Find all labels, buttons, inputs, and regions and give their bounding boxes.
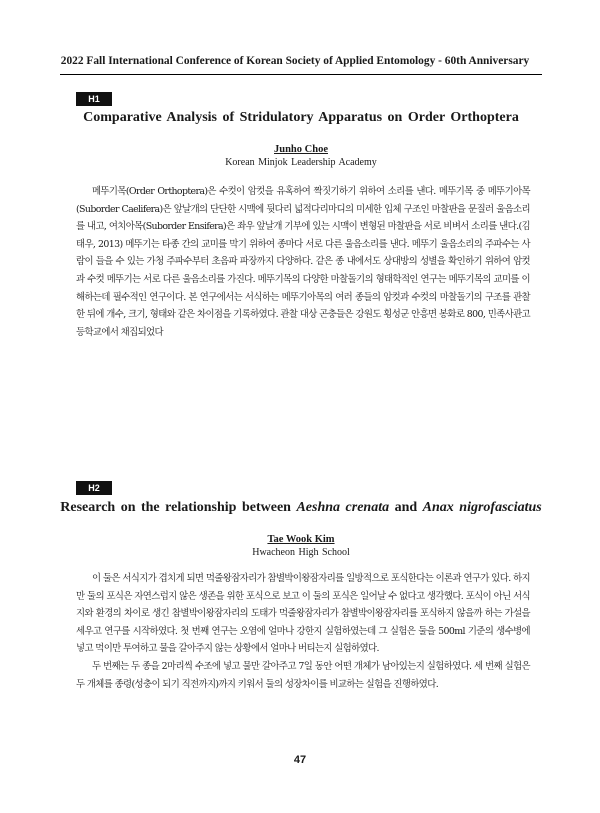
abstract-body: [76, 570, 530, 693]
abstract-paragraph: 두 번째는 두 종을 2마리씩 수조에 넣고 물만 갈아주고 7일 동안 어떤 개체가 남아있는지 실험하였다. 세 번째 실험은 두 개체를 종령(성충이 되기 직전까지)까지 키워서 둘의 성장차이를 비교하는 실험을 진행하였다.: [76, 660, 530, 690]
species-name: Aeshna crenata: [296, 500, 390, 515]
species-name: Anax nigrofasciatus: [422, 500, 542, 515]
author-name: Junho Choe: [274, 144, 328, 155]
abstract-paragraph: 이 둘은 서식지가 겹치게 되면 먹줄왕잠자리가 참별박이왕잠자리를 일방적으로 포식한다는 이론과 연구가 있다. 하지만 둘의 포식은 자연스럽지 않은 생존을 위한 포식으로 보고 이 둘의 포식은 일어날 수 없다고 생각했다. 포식이 아닌 서식지와 환경의 차이로 생긴 참별박이왕잠자리의 도태가 먹줄왕잠자리가 참별박이왕잠자리를 포식하지 않을까 하는 가설을 세우고 연구를 시작하였다. 첫 번째 연구는 오염에 얼마나 강한지 실험하였는데 그 실험은 둘을 500ml 기준의 생수병에 넣고 먹이만 투여하고 물을 갈아주지 않는 상황에서 얼마나 버티는지 실험하였다.: [76, 573, 530, 655]
running-header: [60, 54, 530, 68]
abstract-id-badge: H2: [76, 481, 112, 495]
abstract-paragraph: 메뚜기목(Order Orthoptera)은 수컷이 암컷을 유혹하여 짝짓기하기 위하여 소리를 낸다. 메뚜기목 중 메뚜기아목(Suborder Caelifera)은 앞날개의 단단한 시맥에 뒷다리 넓적다리마디의 미세한 입체 구조인 마찰판을 문질러 울음소리를 내고, 여치아목(Suborder Ensifera)은 좌우 앞날개 기부에 있는 시맥이 변형된 마찰판을 서로 비벼서 소리를 낸다.(김태우, 2013) 메뚜기는 타종 간의 교미를 막기 위하여 종마다 서로 다른 울음소리를 낸다. 메뚜기 울음소리의 주파수는 사람이 들을 수 있는 가청 주파수부터 초음파 파장까지 다양하다. 같은 종 내에서도 상대방의 성별을 확인하기 위하여 암컷과 수컷 메뚜기는 서로 다른 울음소리를 가진다. 메뚜기목의 다양한 마찰돌기의 형태학적인 연구는 메뚜기목의 교미를 이해하는데 필수적인 연구이다. 본 연구에서는 서식하는 메뚜기아목의 여러 종들의 암컷과 수컷의 마찰돌기의 구조를 관찰한 뒤에 개수, 크기, 형태와 같은 차이점을 기록하였다. 관찰 대상 곤충들은 강원도 횡성군 안흥면 봉화로 800, 민족사관고등학교에서 채집되었다: [76, 186, 530, 338]
abstract-title: Comparative Analysis of Stridulatory Apparatus on Order Orthoptera: [83, 110, 519, 125]
header-rule: [60, 74, 542, 75]
abstract-title: [60, 500, 542, 516]
author-affiliation: Korean Minjok Leadership Academy: [225, 157, 377, 168]
author-affiliation: Hwacheon High School: [252, 547, 350, 558]
abstract-id-badge: H1: [76, 92, 112, 106]
abstract-body: [76, 183, 530, 341]
author-name: Tae Wook Kim: [267, 534, 335, 545]
title-text: and: [389, 500, 423, 515]
page-number: 47: [293, 754, 307, 766]
title-text: Research on the relationship between: [60, 500, 297, 515]
header-text: 2022 Fall International Conference of Korean Society of Applied Entomology - 60th Anniversary: [60, 55, 530, 67]
